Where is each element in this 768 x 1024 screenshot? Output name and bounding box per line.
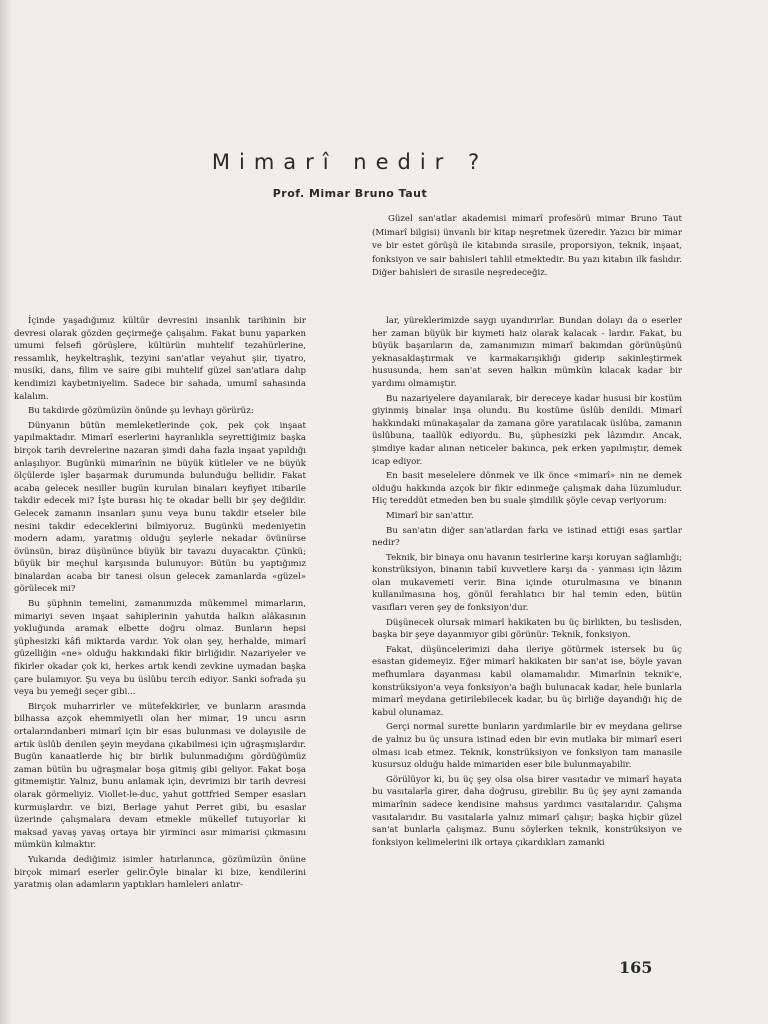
paragraph: Birçok muharrirler ve mütefekkirler, ve bunların arasında bilhassa azçok ehemmiyetli olan her mimar, 19 uncu asrın ortalarındanberi mimarî için bir esas bulunması ve dolayısile de artık üslûb denilen şeyin meydana çıkabilmesi için uğraşmışlardır. Bugün kanaatlerde hiç bir birlik bulunmadığını gördüğümüz zaman bütün bu uğraşmalar boşa gitmiş gibi geliyor. Fakat boşa gitmemiştir. Yalnız, bunu anlamak için, devrimizi bir tarih devresi olarak görmeliyiz. Viollet-le-duc, yahut gottfried Semper esasları kurmuşlardır. ve bizi, Berlage yahut Perret gibi, bu esaslar üzerinde çalışmalara devam etmekle mükellef tutuyorlar ki maksad yavaş yavaş ortaya bir yirminci asır mimarisi çıkmasını mümkün kılmaktır. [14,701,306,851]
article-author: Prof. Mimar Bruno Taut [272,187,428,200]
paragraph: Mimarî bir san'attır. [386,510,474,521]
paragraph: Fakat, düşüncelerimizi daha ileriye götürmek istersek bu üç esastan gidemeyiz. Eğer mimarî hakikaten bir san'at ise, böyle yavan mefhumlara dayanması kabil olamamalıdır. Mimarînin teknik'e, konstrüksiyon'a veya fonksiyon'a bağlı bulunacak kadar, hele bunlarla mimarî meydana getirilebilecek kadar, bu üç birliğe dayandığı hiç de kabul olunamaz. [372,644,682,718]
paragraph: Bu şüphnin temelini, zamanımızda mükemmel mimarların, mimariyi seven inşaat sahiplerinin yahutda halkın alâkasının yokluğunda aramak elbette doğru olmaz. Bunların hepsi şüphesizki kâfi miktarda vardır. Yok olan şey, herhalde, mimarî güzelliğin «ne» olduğu hakkındaki fikir birliğidir. Nazariyeler ve fikirler okadar çok ki, herkes artık kendi zevkine uymadan başka çare bulamıyor. Şu veya bu üslûbu tercih ediyor. Sanki sofrada şu veya bu yemeği seçer gibi... [14,599,306,698]
article-intro [372,213,682,281]
paragraph: Bu nazariyelere dayanılarak, bir dereceye kadar hususi bir kostüm giyinmiş binalar inşa olundu. Bu kostüme üslûb denildi. Mimarî hakkındaki münakaşalar da zamana göre yaratılacak üslûba, zamanın üslûbuna, taallûk ediyordu. Bu, şüphesizki pek lâzımdır. Ancak, şimdiye kadar alınan neticeler bakınca, pek erken yapılmıştır, demek icap ediyor. [372,393,682,467]
article-title: Mimarî nedir ? [211,150,489,174]
paragraph: Gerçi normal surette bunların yardımlarile bir ev meydana gelirse de yalnız bu üç unsura istinad eden bir evin mutlaka bir mimarî eseri olması icab etmez. Teknik, konstrüksiyon ve fonksiyon tam manasile kusursuz olduğu halde mimariden eser bile bulunmayabilir. [372,722,682,771]
paragraph: Bu san'atın diğer san'atlardan farkı ve istinad ettiği esas şartlar nedir? [372,525,682,549]
paragraph: İçinde yaşadığımız kültür devresini insanlık tarihinin bir devresi olarak gözden geçirmeğe çalışalım. Fakat bunu yaparken umumi felsefi görüşlere, kültürün muhtelif tezahürlerine, ressamlık, heykeltraşlık, tezyini san'atlar veyahut şiir, tiyatro, musiki, dans, filim ve saire gibi muhtelif güzel san'atlara dalıp kendimizi kaybetmiyelim. Sadece bir sahada, umumî sahasında kalalım. [14,316,306,402]
paragraph: Dünyanın bütün memleketlerinde çok, pek çok inşaat yapılmaktadır. Mimarî eserlerini hayranlıkla seyrettiğimiz başka birçok tarih devrelerine nazaran şimdi daha fazla inşaat yapıldığı anlaşılıyor. Bugünkü mimarînin ne büyük kütleler ve ne büyük ölçülerde işler başarmak durumunda bulunduğu bellidir. Fakat acaba gelecek nesiller bugün kurulan binaları keyfiyet itibarile takdir edecek mi? İşte burası hiç te okadar belli bir şey değildir. Gelecek zamanın insanları şunu veya bunu takdir etseler bile nesini takdir edeceklerini bilmiyoruz. Bugünkü medeniyetin modern adamı, yaratmış olduğu şeylerle nekadar övünürse övünsün, biraz düşününce büyük bir tavazu duyacaktır. Çünkü; büyük bir meçhul karşısında bulunuyor: Bütün bu yaptığımız binalardan acaba bir tanesi olsun gelecek zamanlarda «güzel» görülecek mi? [14,420,306,595]
paragraph: lar, yüreklerimizde saygı uyandırırlar. Bundan dolayı da o eserler her zaman büyük bir kıymeti haiz olarak kalacak - lardır. Fakat, bu büyük başarıların da, zamanımızın mimarî bakımdan görünüşünü yeknasaklaştırmak ve karmakarışıklığı giderip sakinleştirmek hususunda, hem san'at seven halkın mümkün kılacak kadar bir yardımı olmamıştır. [372,316,682,389]
right-column [372,315,682,851]
paragraph: En basit meselelere dönmek ve ilk önce «mimarî» nin ne demek olduğu hakkında azçok bir fikir edinmeğe çalışmak daha lüzumludur. Hiç tereddüt etmeden ben bu suale şimdilik şöyle cevap veriyorum: [372,471,682,507]
page-number: 165 [619,958,653,977]
paragraph: Yukarıda dediğimiz isimler hatırlanınca, gözümüzün önüne birçok mimarî eserler gelir.Öyle binalar ki bize, kendilerini yaratmış olan adamların yaptıkları hamleleri anlatır- [14,854,306,891]
intro-paragraph: Güzel san'atlar akademisi mimarî profesörü mimar Bruno Taut (Mimarî bilgisi) ünvanlı bir kitap neşretmek üzeredir. Yazıcı bir mimar ve bir estet görüşü ile kitabında sırasile, proporsiyon, teknik, inşaat, fonksiyon ve sair bahisleri tahlil etmektedir. Bu yazı kitabın ilk faslıdır. Diğer bahisleri de sırasile neşredeceğiz. [372,214,682,279]
paragraph: Görülüyor ki, bu üç şey olsa olsa birer vasıtadır ve mimarî hayata bu vasıtalarla girer, daha doğrusu, girebilir. Bu üç şey ayni zamanda mimarînin sadece kendisine mahsus yardımcı vasıtalarıdır. Çalışma vasıtalarıdır. Bu vasıtalarla yalnız mimarî çalışır; başka hiçbir güzel san'at bunlarla çalışmaz. Bunu söylerken teknik, konstrüksiyon ve fonksiyon kelimelerini ilk ortaya çıkardıkları zamanki [372,774,682,848]
paragraph: Teknik, bir binaya onu havanın tesirlerine karşı koruyan sağlamlığı; konstrüksiyon, binanın tabiî kuvvetlere karşı da - yanması için lâzım olan mukavemeti verir. Bina içinde oturulmasına ve binanın kullanılmasına hoş, gönül ferahlatıcı bir hal temin eden, bütün vasıfları veren şey de fonksiyon'dur. [372,552,682,614]
paragraph: Düşünecek olursak mimarî hakikaten bu üç birlikten, bu teslisden, başka bir şeye dayanmıyor gibi görünür: Teknik, fonksiyon. [372,617,682,641]
left-column [14,315,306,894]
paragraph: Bu takdirde gözümüzün önünde şu levhayı görürüz: [28,406,254,417]
